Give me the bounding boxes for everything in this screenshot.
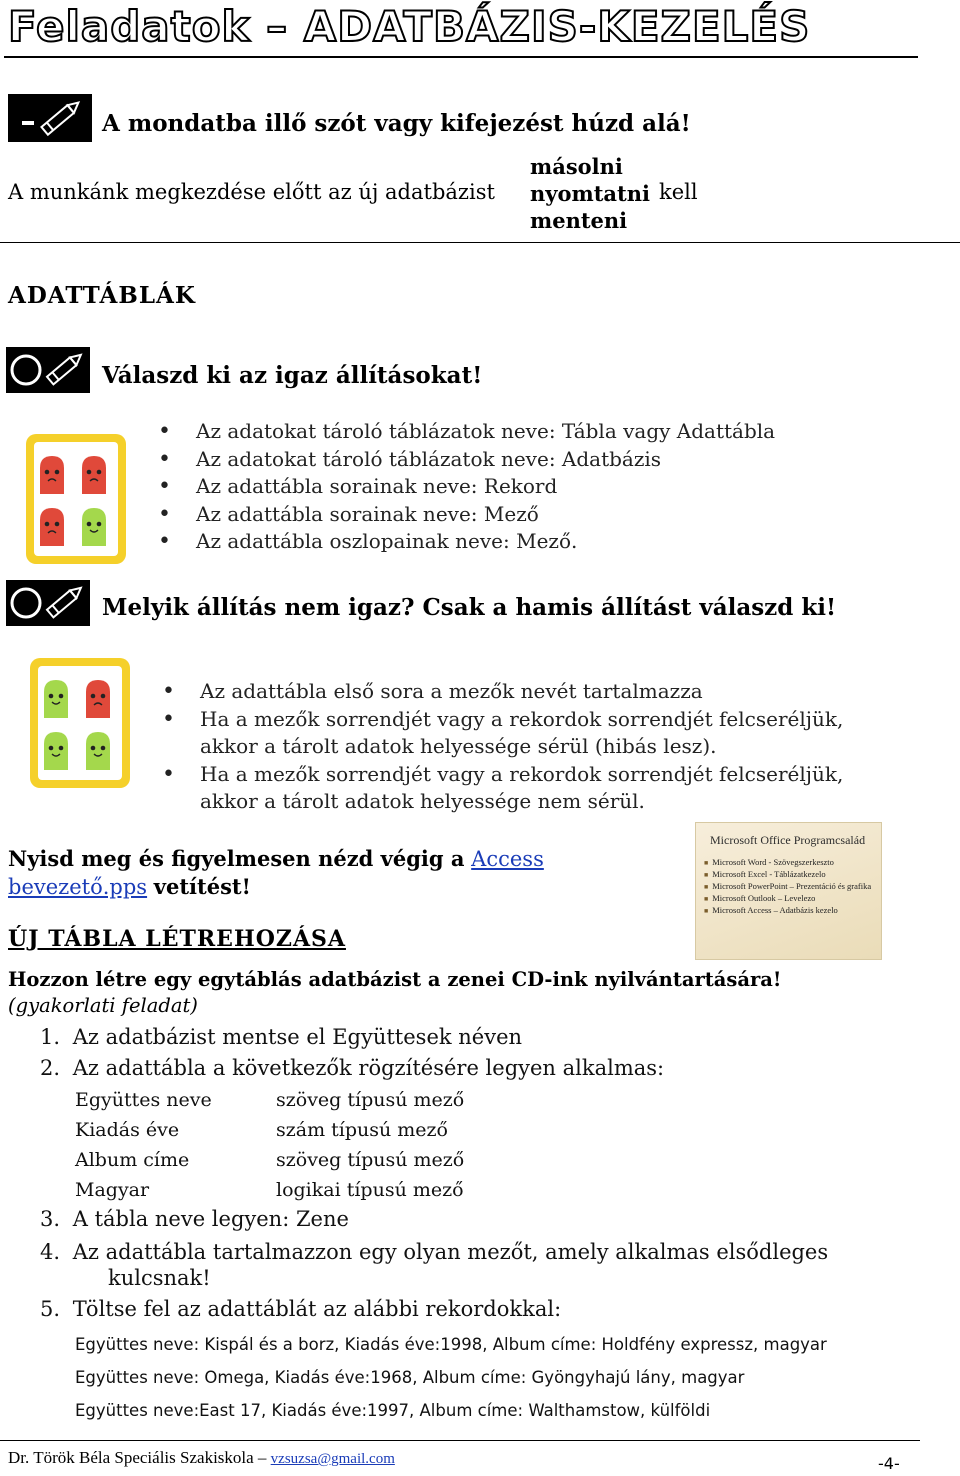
step-4-continued: kulcsnak! xyxy=(108,1266,211,1290)
task3-list xyxy=(162,678,843,816)
email-link[interactable]: vzsuzsa@gmail.com xyxy=(270,1451,395,1467)
step-3: 3. A tábla neve legyen: Zene xyxy=(40,1207,349,1231)
section-divider xyxy=(0,242,960,243)
field-name: Együttes neve xyxy=(75,1089,212,1111)
task2-heading: Válaszd ki az igaz állításokat! xyxy=(102,362,483,389)
section-adattablak: ADATTÁBLÁK xyxy=(8,282,196,309)
field-name: Magyar xyxy=(75,1179,150,1201)
slide-item: ■ Microsoft Word - Szövegszerkeszto xyxy=(704,857,834,867)
task3-heading: Melyik állítás nem igaz? Csak a hamis állítást válaszd ki! xyxy=(102,594,837,621)
field-type: logikai típusú mező xyxy=(276,1179,464,1201)
slide-title: Microsoft Office Programcsalád xyxy=(710,833,866,847)
open-task-text: Nyisd meg és figyelmesen nézd végig a xyxy=(8,846,465,871)
step-5: 5. Töltse fel az adattáblát az alábbi rekordokkal: xyxy=(40,1297,562,1321)
field-type: szöveg típusú mező xyxy=(276,1149,465,1171)
slide-item: ■ Microsoft Access – Adatbázis kezelo xyxy=(704,905,838,915)
record-line: Együttes neve: Kispál és a borz, Kiadás éve:1998, Album címe: Holdfény expressz, magyar xyxy=(75,1335,827,1354)
step-4: 4. Az adattábla tartalmazzon egy olyan mezőt, amely alkalmas elsődleges xyxy=(40,1240,829,1264)
open-presentation-task xyxy=(8,845,544,901)
list-item[interactable]: • Az adatokat tároló táblázatok neve: Adatbázis xyxy=(158,446,775,474)
task1-sentence-start: A munkánk megkezdése előtt az új adatbázist xyxy=(8,180,495,204)
pencil-icon xyxy=(8,94,92,142)
list-item[interactable]: • Az adattábla első sora a mezők nevét tartalmazza xyxy=(162,678,843,706)
list-item[interactable]: • Az adattábla sorainak neve: Rekord xyxy=(158,473,775,501)
task1-sentence-end: kell xyxy=(659,180,698,204)
task4-subheading: (gyakorlati feladat) xyxy=(8,994,198,1017)
slide-item: ■ Microsoft Excel - Táblázatkezelo xyxy=(704,869,826,879)
step-2: 2. Az adattábla a következők rögzítésére legyen alkalmas: xyxy=(40,1056,665,1080)
smiley-faces-icon xyxy=(24,432,128,566)
option-menteni[interactable]: menteni xyxy=(530,208,628,233)
field-type: szám típusú mező xyxy=(276,1119,448,1141)
page-title: Feladatok – ADATBÁZIS-KEZELÉS xyxy=(8,2,811,51)
task1-options xyxy=(530,153,650,234)
footer-divider xyxy=(0,1440,920,1441)
field-name: Album címe xyxy=(75,1149,190,1171)
slide-item: ■ Microsoft Outlook – Levelezo xyxy=(704,893,815,903)
list-item[interactable]: • Az adattábla sorainak neve: Mező xyxy=(158,501,775,529)
field-type: szöveg típusú mező xyxy=(276,1089,465,1111)
record-line: Együttes neve: Omega, Kiadás éve:1968, Album címe: Gyöngyhajú lány, magyar xyxy=(75,1368,745,1387)
list-item[interactable]: • Az adatokat tároló táblázatok neve: Tábla vagy Adattábla xyxy=(158,418,775,446)
slide-item: ■ Microsoft PowerPoint – Prezentáció és grafika xyxy=(704,881,871,891)
option-masolni[interactable]: másolni xyxy=(530,154,623,179)
slide-thumbnail xyxy=(695,822,882,960)
option-nyomtatni[interactable]: nyomtatni xyxy=(530,181,650,206)
step-1: 1. Az adatbázist mentse el Együttesek néven xyxy=(40,1025,523,1049)
list-item[interactable]: • Ha a mezők sorrendjét vagy a rekordok sorrendjét felcseréljük, akkor a tárolt adatok helyessége sérül (hibás lesz). xyxy=(162,706,843,761)
title-divider xyxy=(4,56,918,58)
task2-list xyxy=(158,418,775,556)
field-name: Kiadás éve xyxy=(75,1119,180,1141)
page-number: -4- xyxy=(878,1454,900,1473)
task4-heading: Hozzon létre egy egytáblás adatbázist a zenei CD-ink nyilvántartására! xyxy=(8,968,782,991)
open-task-suffix: vetítést! xyxy=(153,874,251,899)
list-item[interactable]: • Ha a mezők sorrendjét vagy a rekordok sorrendjét felcseréljük, akkor a tárolt adatok helyessége nem sérül. xyxy=(162,761,843,816)
smiley-faces-icon xyxy=(28,656,132,790)
pps-link[interactable]: bevezető.pps xyxy=(8,875,148,899)
task1-heading: A mondatba illő szót vagy kifejezést húzd alá! xyxy=(102,110,691,137)
record-line: Együttes neve:East 17, Kiadás éve:1997, Album címe: Walthamstow, külföldi xyxy=(75,1401,711,1420)
footer-school: Dr. Török Béla Speciális Szakiskola – vzsuzsa@gmail.com xyxy=(8,1448,395,1467)
circle-pencil-icon xyxy=(6,347,90,393)
list-item[interactable]: • Az adattábla oszlopainak neve: Mező. xyxy=(158,528,775,556)
section-uj-tabla: ÚJ TÁBLA LÉTREHOZÁSA xyxy=(8,926,346,952)
access-link[interactable]: Access xyxy=(471,847,544,871)
circle-pencil-icon xyxy=(6,580,90,626)
